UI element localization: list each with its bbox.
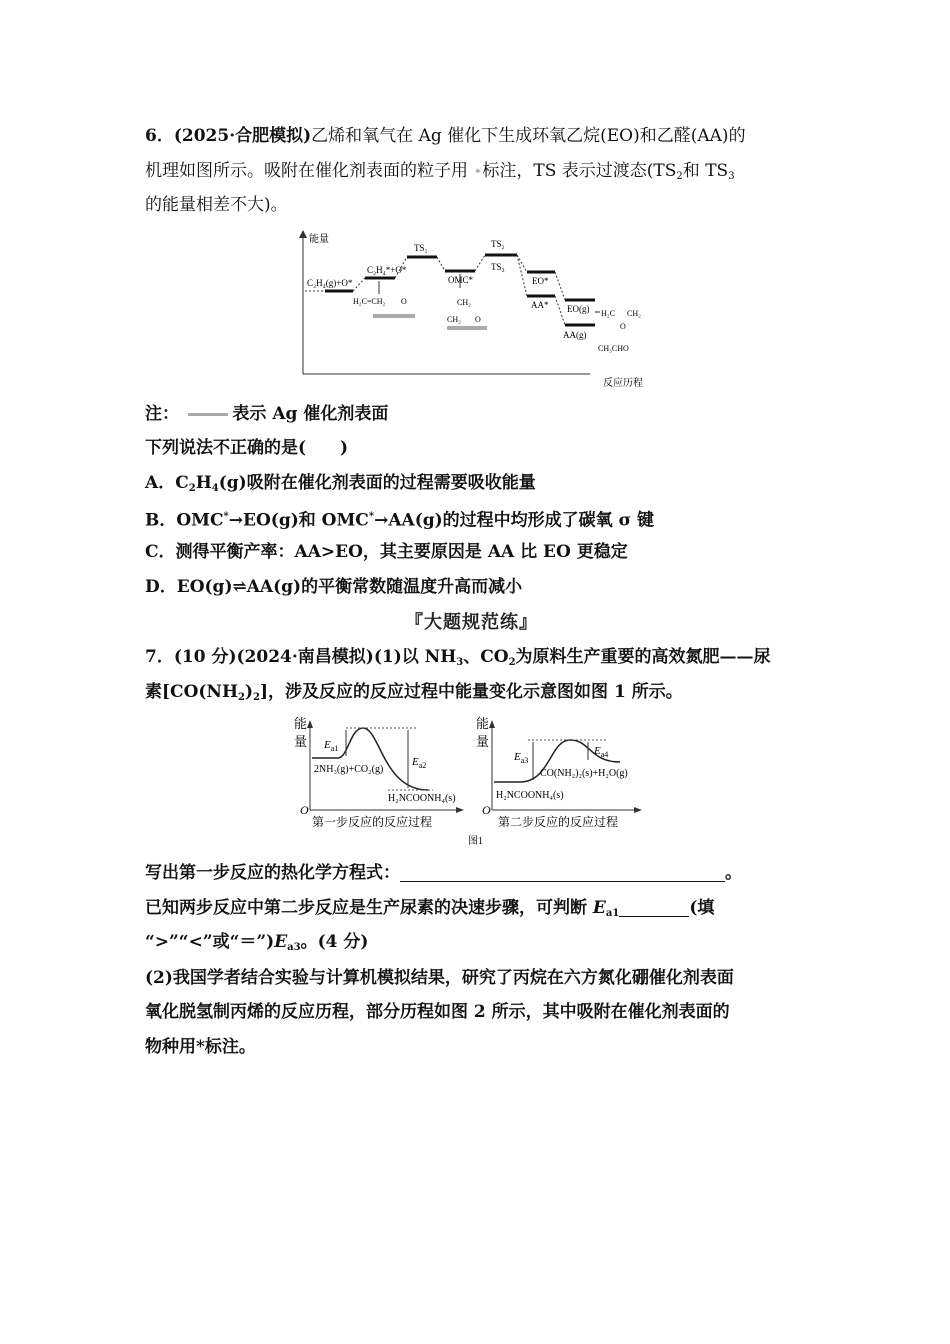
- q7-l3-end: 。: [725, 863, 742, 883]
- q6-stem-2c: 和 TS: [682, 161, 729, 181]
- q7-l4a: 已知两步反应中第二步反应是生产尿素的决速步骤，可判断: [145, 898, 593, 918]
- opt-c-text: 测得平衡产率：AA>EO，其主要原因是 AA 比 EO 更稳定: [175, 542, 628, 562]
- mol-eo-h2c: H₂C: [601, 309, 615, 318]
- q6-option-a[interactable]: [145, 471, 536, 495]
- fig1-right-origin: O: [482, 803, 491, 817]
- fig1-ea4: $E_{a4}$: [594, 745, 609, 759]
- mol-omc-ch2b: CH₂: [447, 315, 461, 324]
- q7-l1b: 、CO: [463, 647, 509, 667]
- q7-line-5: [145, 930, 368, 954]
- q6-option-d[interactable]: [145, 575, 522, 599]
- equation-answer-blank[interactable]: [400, 863, 725, 882]
- label-eo-star: EO*: [532, 276, 549, 286]
- mol-omc-ch2: CH₂: [457, 298, 471, 307]
- opt-a-sub2: 4: [211, 483, 219, 494]
- q7-l1-sub1: 3: [456, 657, 464, 668]
- label-aa-star: AA*: [531, 300, 549, 310]
- section-banner: 『大题规范练』: [405, 612, 538, 633]
- q6-stem-1: 乙烯和氧气在 Ag 催化下生成环氧乙烷(EO)和乙醛(AA)的: [311, 126, 746, 146]
- q7-l5-E: E: [274, 932, 288, 952]
- q7-line-2: [145, 680, 683, 704]
- opt-b-2: →EO(g)和 OMC: [228, 510, 369, 531]
- q7-l5-sub: a3: [287, 942, 301, 953]
- fig1-ea2: $E_{a2}$: [412, 756, 427, 770]
- q6-note: [145, 402, 388, 426]
- q7-line-8: 物种用*标注。: [145, 1037, 256, 1057]
- opt-a-1: C: [175, 473, 189, 493]
- sub-2: 2: [676, 171, 683, 182]
- opt-b-3: →AA(g)的过程中均形成了碳氧 σ 键: [374, 510, 655, 531]
- label-adsorbed: C₂H₄*+O*: [367, 265, 407, 275]
- q6-question: 下列说法不正确的是( ): [145, 438, 349, 458]
- fig1-right-ylabel-1: 能: [476, 716, 490, 731]
- opt-d-text: EO(g)⇌AA(g)的平衡常数随温度升高而减小: [176, 577, 523, 597]
- fig1-left-ylabel-1: 能: [294, 716, 308, 731]
- option-b-label: B．: [145, 510, 177, 531]
- left-curve: [312, 728, 428, 790]
- q7-l2-sub1: 2: [238, 692, 245, 703]
- fig1-right-react: H₂NCOONH₄(s): [496, 790, 564, 801]
- mol-o: O: [401, 297, 407, 306]
- option-c-label: C．: [145, 542, 176, 562]
- figure-1-svg: [288, 712, 658, 852]
- fig1-left-prod: H₂NCOONH₄(s): [388, 793, 456, 804]
- fig1-ea3: $E_{a3}$: [514, 751, 529, 765]
- q6-stem-2a: 机理如图所示。吸附在催化剂表面的粒子用: [145, 161, 468, 181]
- q7-l2a: 素[CO(NH: [145, 682, 239, 702]
- q7-l1a: (1)以 NH: [373, 647, 457, 667]
- note-text: 表示 Ag 催化剂表面: [232, 404, 389, 424]
- mol-eo-ch2: CH₂: [627, 309, 641, 318]
- opt-b-star-2: *: [368, 511, 375, 522]
- option-d-label: D．: [145, 577, 177, 597]
- q7-l2b: ): [245, 682, 254, 702]
- q7-line-3: [145, 861, 742, 885]
- fig1-left-ylabel-2: 量: [294, 734, 308, 749]
- fig1-caption: 图1: [468, 836, 483, 847]
- q7-line-1: [145, 645, 771, 669]
- q7-l2c: ]，涉及反应的反应过程中能量变化示意图如图 1 所示。: [260, 682, 683, 702]
- comparison-answer-blank[interactable]: [619, 898, 689, 917]
- opt-a-3: (g)吸附在催化剂表面的过程需要吸收能量: [218, 473, 536, 493]
- y-axis-arrow: [299, 230, 307, 238]
- q7-l1c: 为原料生产重要的高效氮肥——尿: [515, 647, 771, 667]
- label-aa-g: AA(g): [563, 330, 587, 340]
- q7-l4-sub: a1: [605, 908, 620, 919]
- q6-line-1: [145, 124, 746, 148]
- catalyst-surface-legend: [188, 413, 228, 416]
- fig1-right-ylabel-2: 量: [476, 734, 490, 749]
- fig1-left-react: 2NH₃(g)+CO₂(g): [314, 764, 384, 775]
- q7-l3-text: 写出第一步反应的热化学方程式：: [145, 863, 400, 883]
- fig1-left-caption: 第一步反应的反应过程: [312, 815, 433, 829]
- option-a-label: A．: [145, 473, 176, 493]
- mol-omc-o: O: [475, 315, 481, 324]
- q7-l4-E: E: [592, 898, 606, 918]
- q7-l5a: “>”“<”或“＝”): [145, 932, 275, 952]
- q7-l4b: (填: [689, 898, 715, 918]
- q6-stem-3: 的能量相差不大)。: [145, 195, 288, 215]
- q6-number: 6．: [145, 126, 174, 146]
- mol-eo-o: O: [620, 322, 626, 331]
- opt-b-star: *: [223, 511, 229, 522]
- note-prefix: 注：: [145, 404, 179, 424]
- q6-source: (2025·合肥模拟): [173, 126, 312, 146]
- fig1-right-prod: CO(NH₂)₂(s)+H₂O(g): [540, 768, 628, 779]
- q7-line-7: 氧化脱氢制丙烯的反应历程，部分历程如图 2 所示，其中吸附在催化剂表面的: [145, 1002, 730, 1022]
- figure-1: [288, 712, 658, 852]
- label-ts1: TS₁: [414, 243, 428, 253]
- opt-b-1: OMC: [176, 510, 224, 531]
- q7-line-4: [145, 896, 714, 920]
- opt-a-2: H: [195, 473, 212, 493]
- fig1-right-caption: 第二步反应的反应过程: [498, 815, 619, 829]
- q7-source: (10 分)(2024·南昌模拟): [173, 647, 374, 667]
- mol-ethylene: H₂C=CH₂: [353, 297, 386, 306]
- energy-diagram-svg: [295, 228, 665, 396]
- q6-stem-2b: 标注，TS 表示过渡态(TS: [482, 161, 677, 181]
- q6-line-2: [145, 159, 735, 186]
- energy-diagram-q6: [295, 228, 665, 396]
- mol-ch3cho: CH₃CHO: [598, 344, 629, 353]
- q7-number: 7．: [145, 647, 174, 667]
- label-reactant: C₂H₄(g)+O*: [307, 278, 353, 288]
- x-label: 反应历程: [603, 378, 643, 389]
- label-ts2: TS₂: [491, 239, 505, 249]
- q7-l1-sub2: 2: [508, 657, 516, 668]
- y-label: 能量: [309, 234, 329, 245]
- fig1-ea1: $E_{a1}$: [324, 739, 339, 753]
- opt-a-sub1: 2: [188, 483, 196, 494]
- asterisk-mark: *: [475, 168, 481, 179]
- sub-3: 3: [728, 171, 735, 182]
- q7-l5b: 。(4 分): [300, 932, 369, 952]
- label-omc: OMC*: [448, 275, 474, 285]
- q6-line-3: [145, 193, 288, 217]
- q6-option-c[interactable]: [145, 540, 628, 564]
- q6-option-b[interactable]: [145, 505, 654, 533]
- label-ts3: TS₃: [491, 262, 505, 272]
- q7-line-6: (2)我国学者结合实验与计算机模拟结果，研究了丙烷在六方氮化硼催化剂表面: [145, 968, 734, 988]
- label-eo-g: EO(g): [567, 304, 590, 314]
- fig1-left-origin: O: [300, 803, 309, 817]
- q7-l2-sub2: 2: [253, 692, 261, 703]
